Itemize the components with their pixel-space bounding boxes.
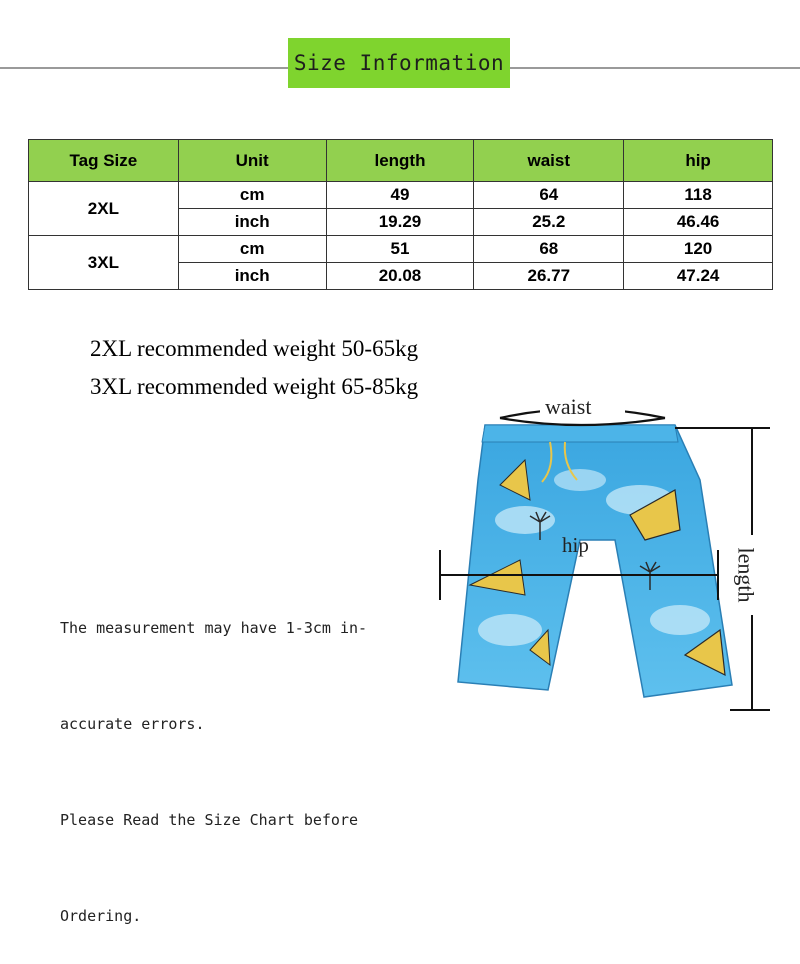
- column-header-waist: waist: [474, 140, 624, 182]
- column-header-length: length: [326, 140, 474, 182]
- unit-cell: inch: [178, 263, 326, 290]
- length-cell: 49: [326, 182, 474, 209]
- recommendation-3xl: 3XL recommended weight 65-85kg: [90, 374, 419, 399]
- table-row: [29, 236, 773, 263]
- table-row: [29, 182, 773, 209]
- note-line: accurate errors.: [60, 715, 205, 733]
- length-cell: 51: [326, 236, 474, 263]
- unit-cell: cm: [178, 182, 326, 209]
- column-header-unit: Unit: [178, 140, 326, 182]
- unit-cell: cm: [178, 236, 326, 263]
- hip-cell: 120: [624, 236, 773, 263]
- column-header-tag-size: Tag Size: [29, 140, 179, 182]
- hip-cell: 118: [624, 182, 773, 209]
- size-cell: 2XL: [29, 182, 179, 236]
- hip-cell: 47.24: [624, 263, 773, 290]
- waist-cell: 68: [474, 236, 624, 263]
- size-table: [28, 139, 773, 290]
- waist-cell: 26.77: [474, 263, 624, 290]
- shorts-diagram: [430, 390, 800, 800]
- waistband: [482, 425, 678, 442]
- note-line: Ordering.: [60, 907, 142, 925]
- recommendation-2xl: 2XL recommended weight 50-65kg: [90, 336, 419, 361]
- measurement-note: [60, 548, 367, 964]
- waist-cell: 25.2: [474, 209, 624, 236]
- length-label: length: [733, 547, 759, 603]
- weight-recommendations: [90, 330, 418, 406]
- length-cell: 19.29: [326, 209, 474, 236]
- note-line: The measurement may have 1-3cm in-: [60, 619, 368, 637]
- size-cell: 3XL: [29, 236, 179, 290]
- waist-label: waist: [545, 394, 592, 419]
- hip-label: hip: [562, 533, 589, 557]
- hip-cell: 46.46: [624, 209, 773, 236]
- column-header-hip: hip: [624, 140, 773, 182]
- page-title: Size Information: [293, 51, 505, 75]
- unit-cell: inch: [178, 209, 326, 236]
- waist-cell: 64: [474, 182, 624, 209]
- table-header-row: [29, 140, 773, 182]
- note-line: Please Read the Size Chart before: [60, 811, 359, 829]
- length-cell: 20.08: [326, 263, 474, 290]
- header-banner: [288, 38, 510, 88]
